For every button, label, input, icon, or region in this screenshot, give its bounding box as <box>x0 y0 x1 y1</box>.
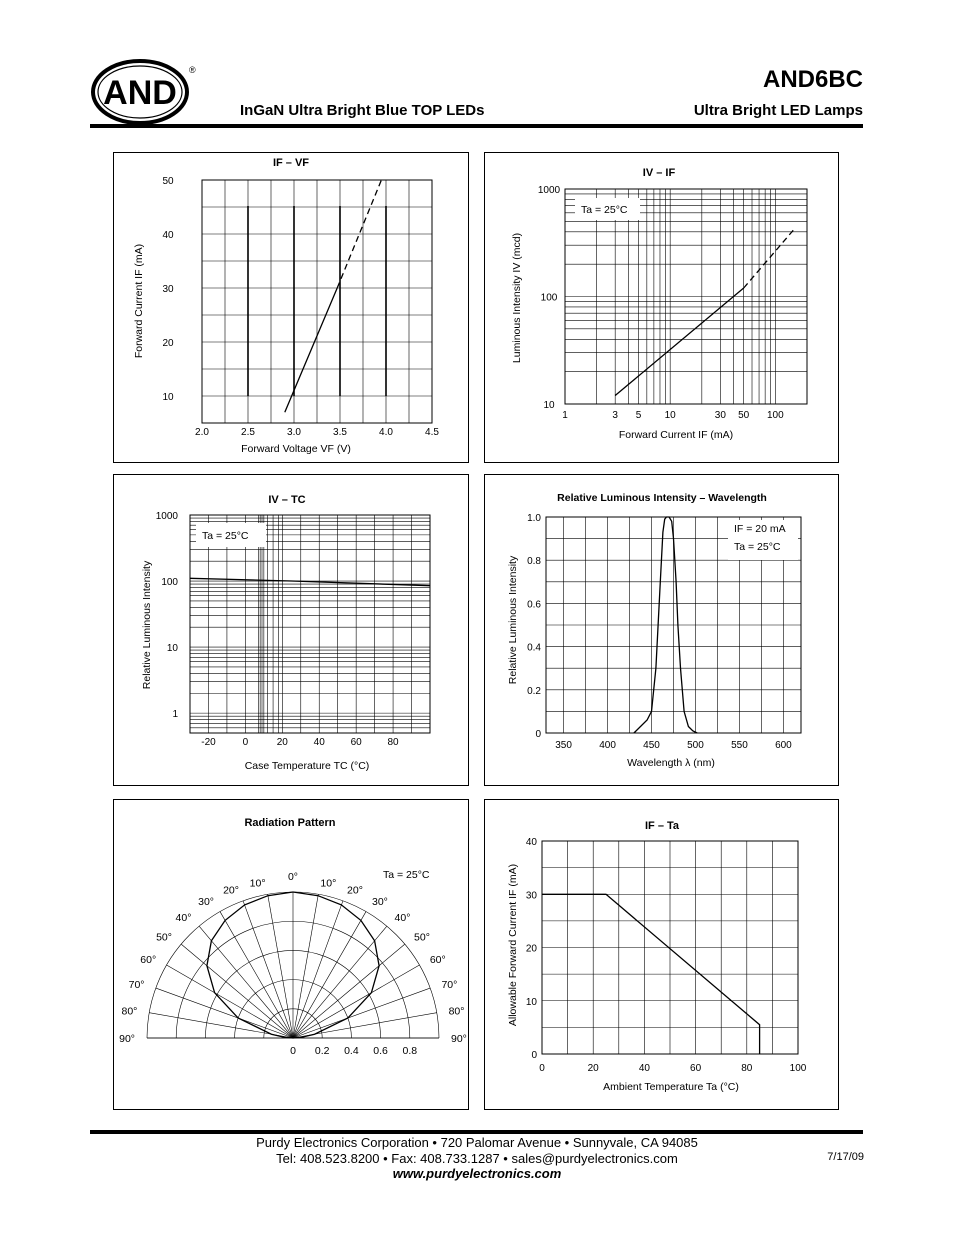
footer-address: Purdy Electronics Corporation • 720 Palomar Avenue • Sunnyvale, CA 94085 <box>256 1135 698 1150</box>
y-tick-label: 50 <box>162 176 174 187</box>
header-rule <box>90 124 863 128</box>
angle-label: 30° <box>198 896 214 909</box>
logo-text: AND <box>103 74 177 112</box>
angle-label: 80° <box>121 1005 138 1018</box>
series-line <box>744 230 794 289</box>
chart-panel-iv-tc <box>113 474 469 786</box>
x-tick-label: 100 <box>789 1063 807 1074</box>
x-tick-label: 4.0 <box>379 427 393 438</box>
x-tick-label: 2.0 <box>195 427 209 438</box>
chart-panel-wavelength <box>484 474 839 786</box>
angle-label: 40° <box>394 911 411 924</box>
radial-label: 0.4 <box>344 1045 359 1057</box>
y-tick-label: 40 <box>525 837 537 848</box>
annotation: Ta = 25°C <box>202 530 249 542</box>
x-tick-label: 0 <box>242 737 249 748</box>
y-tick-label: 0.2 <box>527 685 541 697</box>
chart-wavelength <box>485 475 838 785</box>
y-tick-label: 1.0 <box>527 513 541 524</box>
angle-label: 40° <box>175 911 192 924</box>
product-subtitle: InGaN Ultra Bright Blue TOP LEDs <box>240 102 485 119</box>
y-tick-label: 0.8 <box>527 556 541 568</box>
chart-title: Radiation Pattern <box>244 817 336 829</box>
x-tick-label: 350 <box>555 740 572 751</box>
series-line <box>285 288 337 412</box>
plot-frame <box>190 515 430 733</box>
chart-panel-iv-if <box>484 152 839 463</box>
x-tick-label: 5 <box>635 410 642 421</box>
x-tick-label: 20 <box>587 1063 599 1074</box>
angle-label: 20° <box>223 884 239 897</box>
footer-contact: Tel: 408.523.8200 • Fax: 408.733.1287 • sales@purdyelectronics.com <box>276 1151 678 1166</box>
series-line <box>190 578 430 585</box>
radial-label: 0.2 <box>314 1045 330 1057</box>
angle-label: 90° <box>119 1033 135 1045</box>
chart-if-ta <box>485 800 838 1109</box>
and-logo <box>90 58 200 126</box>
annotation: Ta = 25°C <box>581 204 628 216</box>
y-tick-label: 20 <box>162 338 174 349</box>
y-tick-label: 1 <box>172 709 178 721</box>
chart-panel-if-ta <box>484 799 839 1110</box>
x-tick-label: 4.5 <box>425 427 439 438</box>
x-tick-label: 80 <box>387 737 399 748</box>
angle-label: 10° <box>249 877 266 890</box>
chart-title: Relative Luminous Intensity – Wavelength <box>557 492 767 504</box>
angle-label: 50° <box>156 931 172 944</box>
angle-label: 70° <box>441 978 458 991</box>
chart-iv-if <box>485 153 838 462</box>
annotation: Ta = 25°C <box>383 869 430 881</box>
y-tick-label: 0.6 <box>527 599 541 611</box>
y-axis-label: Forward Current IF (mA) <box>133 243 145 359</box>
y-axis-label: Allowable Forward Current IF (mA) <box>507 863 519 1027</box>
x-tick-label: 3.0 <box>287 427 301 438</box>
chart-title: IF – Ta <box>644 820 680 832</box>
y-axis-label: Relative Luminous Intensity <box>507 555 519 685</box>
y-axis-label: Luminous Intensity IV (mcd) <box>511 232 523 364</box>
angle-label: 80° <box>448 1005 465 1018</box>
y-axis-label: Relative Luminous Intensity <box>141 560 153 690</box>
annotation: Ta = 25°C <box>734 541 781 553</box>
registered-mark: ® <box>189 65 196 75</box>
chart-radiation-pattern <box>114 800 468 1109</box>
x-tick-label: 1 <box>562 410 568 421</box>
y-tick-label: 1000 <box>537 185 561 196</box>
part-number: AND6BC <box>762 66 863 93</box>
x-axis-label: Wavelength λ (nm) <box>627 757 715 769</box>
y-tick-label: 10 <box>525 996 537 1008</box>
angle-label: 0° <box>287 871 299 883</box>
chart-panel-radiation <box>113 799 469 1110</box>
x-axis-label: Forward Voltage VF (V) <box>241 443 351 455</box>
x-tick-label: 80 <box>741 1063 753 1074</box>
chart-title: IF – VF <box>272 157 310 169</box>
chart-iv-tc <box>114 475 468 785</box>
y-tick-label: 0 <box>531 1050 537 1061</box>
chart-if-vf <box>114 153 468 462</box>
angle-label: 50° <box>414 931 430 944</box>
x-axis-label: Forward Current IF (mA) <box>618 429 734 441</box>
y-tick-label: 10 <box>166 643 178 655</box>
y-tick-label: 0.4 <box>527 642 541 654</box>
y-tick-label: 30 <box>162 284 174 295</box>
y-tick-label: 100 <box>540 292 558 304</box>
angle-label: 10° <box>320 877 337 890</box>
x-tick-label: 60 <box>350 737 362 748</box>
y-tick-label: 10 <box>543 400 555 411</box>
x-tick-label: 10 <box>664 410 676 421</box>
x-tick-label: 500 <box>687 740 704 751</box>
y-tick-label: 1000 <box>155 511 178 522</box>
y-tick-label: 10 <box>162 392 174 403</box>
series-line <box>615 288 744 396</box>
x-tick-label: 0 <box>539 1063 545 1074</box>
x-tick-label: 400 <box>599 740 616 751</box>
x-tick-label: 20 <box>276 737 288 748</box>
chart-title: IV – TC <box>268 494 306 506</box>
angle-label: 20° <box>347 884 363 897</box>
x-tick-label: 100 <box>766 410 784 421</box>
x-tick-label: 450 <box>643 740 660 751</box>
chart-title: IV – IF <box>642 167 676 179</box>
y-tick-label: 100 <box>161 577 178 589</box>
x-tick-label: -20 <box>201 737 216 748</box>
x-tick-label: 50 <box>738 410 750 421</box>
product-category: Ultra Bright LED Lamps <box>693 102 863 119</box>
x-tick-label: 30 <box>714 410 726 421</box>
x-tick-label: 2.5 <box>241 427 255 438</box>
y-tick-label: 20 <box>525 943 537 955</box>
radial-label: 0.6 <box>373 1045 388 1057</box>
x-tick-label: 3.5 <box>333 427 347 438</box>
chart-panel-if-vf <box>113 152 469 463</box>
x-tick-label: 600 <box>775 740 792 751</box>
radial-label: 0 <box>290 1045 296 1057</box>
y-tick-label: 30 <box>525 890 537 902</box>
angle-label: 90° <box>451 1033 467 1045</box>
footer-date: 7/17/09 <box>827 1151 864 1163</box>
angle-label: 70° <box>128 978 145 991</box>
angle-label: 30° <box>372 896 388 909</box>
footer-website[interactable]: www.purdyelectronics.com <box>392 1166 562 1181</box>
angle-label: 60° <box>140 954 157 966</box>
radial-label: 0.8 <box>402 1045 418 1057</box>
x-tick-label: 3 <box>612 410 618 421</box>
angle-label: 60° <box>429 954 446 966</box>
y-tick-label: 40 <box>162 230 174 241</box>
x-tick-label: 40 <box>313 737 325 748</box>
annotation: IF = 20 mA <box>734 523 786 535</box>
x-tick-label: 550 <box>731 740 748 751</box>
footer-rule <box>90 1130 863 1134</box>
y-tick-label: 0 <box>535 729 541 740</box>
x-axis-label: Case Temperature TC (°C) <box>244 760 370 772</box>
x-axis-label: Ambient Temperature Ta (°C) <box>603 1081 739 1093</box>
x-tick-label: 40 <box>638 1063 650 1074</box>
x-tick-label: 60 <box>690 1063 702 1074</box>
